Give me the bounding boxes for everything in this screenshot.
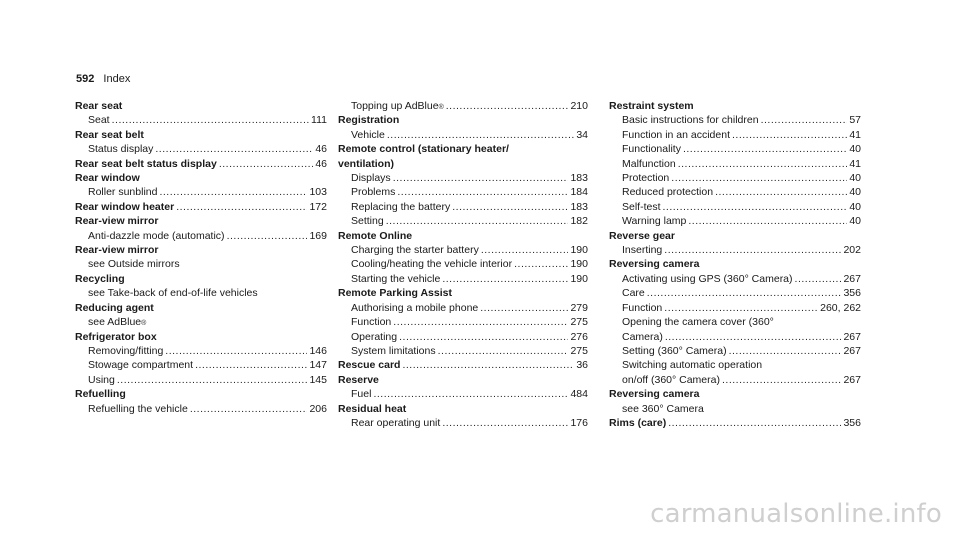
entry-text: Replacing the battery [351, 200, 451, 213]
leader-dots [176, 200, 307, 214]
entry-text: Seat [88, 114, 110, 127]
watermark: carmanualsonline.info [650, 499, 942, 529]
index-heading [75, 330, 327, 344]
index-entry [609, 99, 861, 229]
entry-text: Rear seat belt status display [75, 157, 217, 170]
leader-dots [112, 113, 309, 127]
page-ref: 36 [576, 359, 588, 372]
page-ref: 40 [849, 186, 861, 199]
entry-text: Rear window [75, 172, 140, 185]
index-heading [75, 200, 327, 214]
entry-text: on/off (360° Camera) [622, 373, 720, 386]
leader-dots [514, 257, 568, 271]
entry-text: Rear seat belt [75, 128, 144, 141]
leader-dots [446, 99, 569, 113]
index-heading-cont [338, 157, 588, 171]
entry-text: Reverse gear [609, 229, 675, 242]
entry-text: Remote control (stationary heater/ [338, 143, 509, 156]
index-subentry [75, 373, 327, 387]
index-subentry [609, 128, 861, 142]
leader-dots [761, 113, 848, 127]
leader-dots [399, 330, 568, 344]
page-ref: 275 [570, 344, 588, 357]
entry-text: Reserve [338, 373, 379, 386]
leader-dots [393, 315, 568, 329]
index-subentry [609, 142, 861, 156]
index-heading [338, 286, 588, 300]
entry-text: Remote Parking Assist [338, 287, 452, 300]
entry-text: see Take-back of end-of-life vehicles [88, 287, 258, 300]
entry-text: Function in an accident [622, 128, 730, 141]
index-subentry [75, 358, 327, 372]
leader-dots [671, 171, 847, 185]
leader-dots [729, 344, 842, 358]
entry-text: Function [622, 301, 663, 314]
index-subentry [609, 157, 861, 171]
index-entry [338, 142, 588, 228]
entry-text: Malfunction [622, 157, 676, 170]
index-column-2 [338, 99, 588, 430]
index-subentry [609, 373, 861, 387]
index-subentry [338, 416, 588, 430]
entry-text: Activating using GPS (360° Camera) [622, 272, 793, 285]
section-title: Index [103, 73, 131, 85]
index-subentry [609, 358, 861, 372]
page-number: 592 [76, 73, 95, 85]
index-subentry [338, 257, 588, 271]
entry-text: Refuelling [75, 388, 126, 401]
leader-dots [117, 373, 308, 387]
index-heading [75, 99, 327, 113]
page-ref: 176 [570, 416, 588, 429]
leader-dots [397, 185, 568, 199]
index-entry [75, 214, 327, 243]
index-heading [338, 402, 588, 416]
entry-text: see Outside mirrors [88, 258, 180, 271]
entry-text: Rear-view mirror [75, 215, 159, 228]
index-subentry [75, 142, 327, 156]
index-heading [609, 416, 861, 430]
entry-text: Rescue card [338, 359, 401, 372]
index-entry [338, 373, 588, 402]
leader-dots [227, 229, 308, 243]
index-subentry [609, 402, 861, 416]
index-entry [338, 358, 588, 372]
index-heading [338, 358, 588, 372]
entry-text: Removing/fitting [88, 344, 164, 357]
page-ref: 275 [570, 316, 588, 329]
page-ref: 206 [309, 402, 327, 415]
leader-dots [715, 185, 847, 199]
entry-text: Reduced protection [622, 186, 714, 199]
page-ref: 190 [570, 244, 588, 257]
page-ref: 182 [570, 215, 588, 228]
index-subentry [609, 243, 861, 257]
index-heading [338, 113, 588, 127]
leader-dots [665, 330, 842, 344]
index-subentry [609, 301, 861, 315]
page-ref: 34 [576, 128, 588, 141]
page-ref: 267 [843, 344, 861, 357]
entry-text: Displays [351, 172, 391, 185]
index-heading [338, 373, 588, 387]
leader-dots [452, 200, 568, 214]
entry-text: Refuelling the vehicle [88, 402, 188, 415]
index-subentry [75, 113, 327, 127]
leader-dots [387, 128, 574, 142]
index-subentry [75, 257, 327, 271]
entry-text: Rear seat [75, 100, 123, 112]
index-subentry [338, 214, 588, 228]
leader-dots [481, 243, 569, 257]
leader-dots [732, 128, 847, 142]
index-entry [75, 200, 327, 214]
entry-text: ventilation) [338, 157, 395, 170]
index-entry [75, 272, 327, 301]
leader-dots [678, 157, 848, 171]
index-heading [609, 99, 861, 113]
entry-text: Warning lamp [622, 215, 687, 228]
leader-dots [683, 142, 847, 156]
entry-text: Refrigerator box [75, 330, 157, 343]
leader-dots [663, 200, 848, 214]
index-heading [609, 257, 861, 271]
index-entry [338, 402, 588, 431]
index-subentry: see AdBlue ® [88, 316, 147, 329]
index-entry [75, 243, 327, 272]
entry-text: Problems [351, 186, 396, 199]
leader-dots [647, 286, 842, 300]
entry-text: Rear operating unit [351, 416, 441, 429]
index-subentry [338, 272, 588, 286]
index-subentry [338, 315, 588, 329]
entry-text: Camera) [622, 330, 663, 343]
index-subentry [609, 171, 861, 185]
index-subentry [338, 200, 588, 214]
index-entry [609, 387, 861, 416]
leader-dots [442, 272, 568, 286]
index-subentry [609, 272, 861, 286]
index-subentry [609, 200, 861, 214]
index-entry [75, 330, 327, 388]
index-heading [75, 272, 327, 286]
index-subentry [609, 214, 861, 228]
page-ref: 145 [309, 373, 327, 386]
page-ref: 356 [843, 287, 861, 300]
page-ref: 276 [570, 330, 588, 343]
page-ref: 202 [843, 244, 861, 257]
index-subentry [338, 128, 588, 142]
index-heading [338, 142, 588, 156]
index-heading [75, 171, 327, 185]
entry-text: Cooling/heating the vehicle interior [351, 258, 513, 271]
index-subentry [609, 315, 861, 329]
entry-text: Setting [351, 215, 384, 228]
page-ref: 40 [849, 215, 861, 228]
index-entry [75, 301, 327, 330]
leader-dots [219, 157, 314, 171]
page-ref: 169 [309, 229, 327, 242]
leader-dots [165, 344, 307, 358]
index-entry [609, 257, 861, 387]
page-ref: 46 [315, 143, 327, 156]
entry-text: Care [622, 287, 645, 300]
page-ref: 172 [309, 200, 327, 213]
leader-dots [795, 272, 842, 286]
leader-dots [190, 402, 308, 416]
entry-text: System limitations [351, 344, 436, 357]
page-ref: 267 [843, 272, 861, 285]
entry-text: Stowage compartment [88, 359, 194, 372]
entry-text: Reversing camera [609, 388, 700, 401]
entry-text: Rear-view mirror [75, 244, 159, 257]
leader-dots [664, 301, 818, 315]
leader-dots [442, 416, 568, 430]
page-ref: 267 [843, 373, 861, 386]
index-entry [75, 387, 327, 416]
page-ref: 57 [849, 114, 861, 127]
index-entry [75, 157, 327, 171]
index-heading [75, 387, 327, 401]
page-ref: 279 [570, 301, 588, 314]
leader-dots [664, 243, 841, 257]
entry-text: Charging the starter battery [351, 244, 479, 257]
index-entry [75, 99, 327, 128]
leader-dots [386, 214, 569, 228]
index-subentry [338, 344, 588, 358]
page-ref: 183 [570, 200, 588, 213]
entry-text: Recycling [75, 272, 125, 285]
index-subentry [338, 171, 588, 185]
leader-dots [722, 373, 841, 387]
entry-text: Reducing agent [75, 301, 154, 314]
index-column-3 [609, 99, 861, 430]
index-heading [75, 214, 327, 228]
index-heading [609, 229, 861, 243]
entry-text: Opening the camera cover (360° [622, 316, 774, 329]
index-subentry [609, 344, 861, 358]
index-entry [338, 286, 588, 358]
index-subentry [338, 387, 588, 401]
page-ref: 40 [849, 143, 861, 156]
index-subentry: Topping up AdBlue ® ..... 210 [338, 99, 588, 113]
page-ref: 356 [843, 416, 861, 429]
index-subentry [609, 330, 861, 344]
page-ref: 267 [843, 330, 861, 343]
entry-text: Authorising a mobile phone [351, 301, 479, 314]
index-subentry [75, 286, 327, 300]
index-subentry [75, 229, 327, 243]
index-subentry [75, 344, 327, 358]
entry-text: Reversing camera [609, 258, 700, 271]
entry-text: Function [351, 316, 392, 329]
page-ref: 210 [570, 100, 588, 112]
index-heading [75, 128, 327, 142]
page-ref: 260, 262 [820, 301, 861, 314]
leader-dots [668, 416, 841, 430]
index-subentry [338, 301, 588, 315]
index-subentry [609, 286, 861, 300]
entry-text: Restraint system [609, 100, 694, 112]
entry-text: Protection [622, 172, 670, 185]
entry-text: Functionality [622, 143, 681, 156]
entry-text: Residual heat [338, 402, 407, 415]
leader-dots [402, 358, 574, 372]
leader-dots [438, 344, 569, 358]
leader-dots [688, 214, 847, 228]
entry-text: Switching automatic operation [622, 359, 763, 372]
index-subentry [338, 185, 588, 199]
index-entry [609, 416, 861, 430]
leader-dots [159, 185, 307, 199]
leader-dots [373, 387, 568, 401]
page-ref: 184 [570, 186, 588, 199]
entry-text: Operating [351, 330, 398, 343]
page-ref: 146 [309, 344, 327, 357]
leader-dots [393, 171, 569, 185]
index-subentry [609, 185, 861, 199]
entry-text: Roller sunblind [88, 186, 158, 199]
entry-text: Registration [338, 114, 400, 127]
index-entry [338, 113, 588, 142]
page-ref: 147 [309, 359, 327, 372]
page-ref: 40 [849, 172, 861, 185]
page-ref: 41 [849, 157, 861, 170]
entry-text: Vehicle [351, 128, 385, 141]
page-ref: 190 [570, 258, 588, 271]
index-entry [338, 99, 588, 113]
entry-text: Status display [88, 143, 154, 156]
index-heading [75, 301, 327, 315]
index-heading [609, 387, 861, 401]
page-ref: 183 [570, 172, 588, 185]
entry-text: see AdBlue [88, 316, 142, 329]
entry-text: Fuel [351, 388, 372, 401]
entry-text: Topping up AdBlue [351, 100, 439, 112]
page-ref: 190 [570, 272, 588, 285]
entry-text: Rear window heater [75, 200, 175, 213]
index-column-1 [75, 99, 327, 416]
entry-text: Basic instructions for children [622, 114, 759, 127]
entry-text: Inserting [622, 244, 663, 257]
leader-dots [480, 301, 568, 315]
page-header [76, 73, 130, 85]
entry-text: Rims (care) [609, 416, 667, 429]
index-subentry [609, 113, 861, 127]
index-heading [75, 243, 327, 257]
entry-text: see 360° Camera [622, 402, 704, 415]
entry-text: Setting (360° Camera) [622, 344, 727, 357]
index-subentry [75, 402, 327, 416]
entry-text: Anti-dazzle mode (automatic) [88, 229, 225, 242]
index-entry [75, 128, 327, 157]
index-subentry [338, 243, 588, 257]
index-entry [609, 229, 861, 258]
page-ref: 103 [309, 186, 327, 199]
entry-text: Remote Online [338, 229, 413, 242]
entry-text: Self-test [622, 200, 661, 213]
page-ref: 46 [315, 157, 327, 170]
leader-dots [155, 142, 313, 156]
index-subentry [338, 330, 588, 344]
entry-text: Starting the vehicle [351, 272, 441, 285]
leader-dots [195, 358, 307, 372]
index-heading [75, 157, 327, 171]
page-ref: 111 [311, 114, 327, 127]
entry-text: Using [88, 373, 115, 386]
index-subentry [75, 185, 327, 199]
page-ref: 40 [849, 200, 861, 213]
index-entry [338, 229, 588, 287]
page-ref: 41 [849, 128, 861, 141]
index-heading [338, 229, 588, 243]
page-ref: 484 [570, 388, 588, 401]
index-entry [75, 171, 327, 200]
